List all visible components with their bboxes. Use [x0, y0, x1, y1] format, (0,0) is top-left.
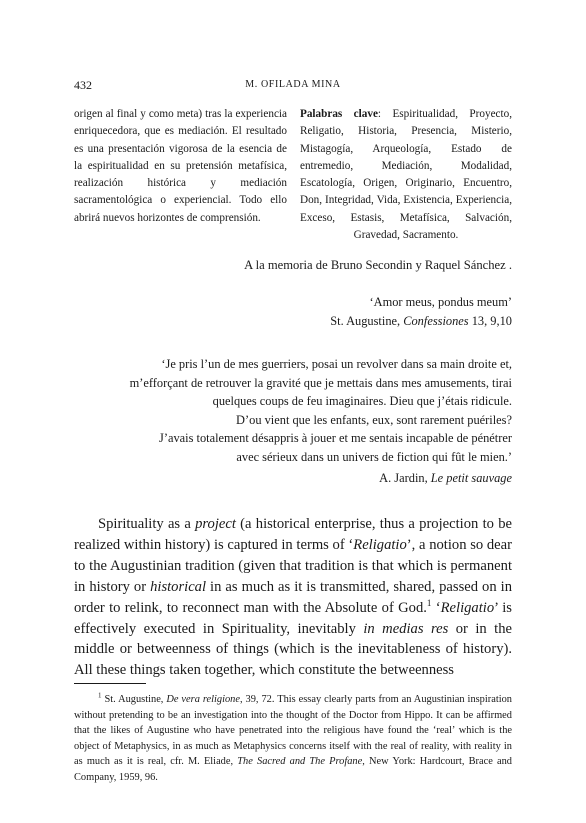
keywords-label: Palabras clave [300, 108, 378, 120]
epigraph-work-title: Confessiones [403, 313, 469, 328]
epigraph-attribution: St. Augustine, Confessiones 13, 9,10 [330, 313, 512, 328]
epigraph-line: ‘Je pris l’un de mes guerriers, posai un revolver dans sa main droite et, [161, 357, 512, 371]
epigraph-quote: ‘Amor meus, pondus meum’ [369, 295, 512, 309]
page-number: 432 [74, 78, 92, 92]
abstract-text: origen al final y como meta) tras la experiencia enriquecedora, que es mediación. El resultado es una presentación vigorosa de la esencia de la espiritualidad en su pretensión metafísica, realización histórica y mediación sacramentológica o experiencial. Todo ello abrirá nuevos horizontes de comprensión. [74, 108, 287, 224]
running-head: M. OFILADA MINA [245, 79, 341, 90]
footnote-reference[interactable]: 1 [426, 597, 432, 608]
footnote-divider [74, 683, 146, 684]
dedication: A la memoria de Bruno Secondin y Raquel Sánchez . [244, 258, 512, 272]
epigraph-attribution: A. Jardin, Le petit sauvage [379, 470, 512, 485]
epigraph-line: avec sérieux dans un univers de fiction qui fût le mien.’ [236, 449, 512, 464]
keywords-paragraph [300, 106, 512, 244]
abstract-left-column [74, 106, 287, 227]
footnote-mark: 1 [98, 691, 102, 700]
epigraph-work-title: Le petit sauvage [430, 470, 512, 485]
footnote-text: $^1$ St. Augustine, De vera religione, 39, 72. This essay clearly parts from an Augustinian inspiration without pretending to be an investigation into the thought of the Doctor from Hippo. It can be affirmed that the likes of Augustine who have penetrated into the religious have found the ‘real’ which is the object of Metaphysics, in as much as Metaphysics concerns itself with the real of reality, with reality in as much as it is real, cfr. M. Eliade, The Sacred and The Profane, New York: Hardcourt, Brace and Company, 1959, 96. [74, 691, 513, 783]
footnote [74, 692, 512, 786]
body-text [74, 514, 512, 681]
epigraph-line: quelques coups de feu imaginaires. Dieu que j’étais ridicule. [212, 394, 512, 409]
epigraph-line: D’ou vient que les enfants, eux, sont rarement puériles? [236, 412, 512, 427]
body-paragraph: Spirituality as a project (a historical enterprise, thus a projection to be realized within history) is captured in terms of ‘Religatio’, a notion so dear to the Augustinian tradition (given that tradition is that which is permanent in history or historical in as much as it is transmitted, shared, passed on in order to relink, to reconnect man with the Absolute of God.$^1$ ‘Religatio’ is effectively executed in Spirituality, inevitably in medias res or in the middle or betweenness of things (which is the inevitableness of history). All these things taken together, which constitute the betweenness [74, 516, 512, 679]
epigraph-line: m’efforçant de retrouver la gravité que je mettais dans mes amusements, tirai [129, 375, 512, 390]
epigraph-jardin [92, 355, 512, 487]
keywords-column [300, 106, 512, 244]
epigraph-augustine [330, 293, 512, 330]
keywords-list: : Espiritualidad, Proyecto, Religatio, Historia, Presencia, Misterio, Mistagogía, Arqueología, Estado de entremedio, Mediación, Modalidad, Escatología, Origen, Originario, Encuentro, Don, Integridad, Vida, Existencia, Experiencia, Exceso, Estasis, Metafísica, Salvación, Gravedad, Sacramento. [300, 108, 512, 242]
epigraph-line: J’avais totalement désappris à jouer et me sentais incapable de pénétrer [159, 431, 512, 446]
